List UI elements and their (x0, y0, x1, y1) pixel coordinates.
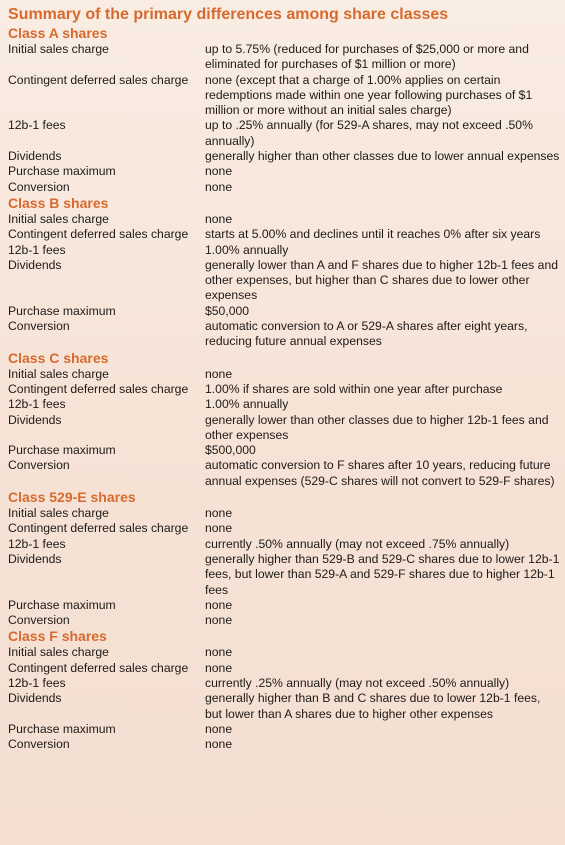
attribute-label: Initial sales charge (8, 645, 109, 660)
attribute-value: 1.00% if shares are sold within one year after purchase (205, 381, 503, 396)
attribute-row (8, 319, 565, 350)
attribute-label: Dividends (8, 412, 62, 427)
attribute-label: Conversion (8, 613, 70, 628)
share-class-heading: Class C shares (8, 349, 109, 366)
attribute-label: 12b-1 fees (8, 242, 66, 257)
attribute-value: none (205, 506, 233, 521)
attribute-value: currently .25% annually (may not exceed .50% annually) (205, 675, 510, 690)
share-class-section (8, 350, 565, 489)
attribute-label: Purchase maximum (8, 443, 116, 458)
attribute-label: Conversion (8, 319, 70, 334)
attribute-value: none (205, 521, 233, 536)
attribute-value: automatic conversion to F shares after 10 years, reducing future annual expenses (529-C shares will not convert to 529-F shares) (205, 458, 555, 488)
attribute-label: 12b-1 fees (8, 675, 66, 690)
attribute-value: none (205, 613, 233, 628)
attribute-label: Purchase maximum (8, 303, 116, 318)
attribute-label: Dividends (8, 551, 62, 566)
attribute-value: currently .50% annually (may not exceed .75% annually) (205, 536, 510, 551)
attribute-row (8, 661, 565, 676)
attribute-label: Contingent deferred sales charge (8, 521, 189, 536)
attribute-row (8, 676, 565, 691)
attribute-label: Contingent deferred sales charge (8, 72, 189, 87)
attribute-row (8, 722, 565, 737)
attribute-row (8, 164, 565, 179)
attribute-row (8, 443, 565, 458)
attribute-row (8, 613, 565, 628)
attribute-value: up to 5.75% (reduced for purchases of $25,000 or more and eliminated for purchases of $1 million or more) (205, 42, 529, 72)
attribute-value: none (205, 645, 233, 660)
attribute-value: none (205, 164, 233, 179)
attribute-label: 12b-1 fees (8, 536, 66, 551)
attribute-label: Conversion (8, 458, 70, 473)
attribute-label: Purchase maximum (8, 164, 116, 179)
attribute-row (8, 367, 565, 382)
attribute-row (8, 212, 565, 227)
attribute-value: none (except that a charge of 1.00% applies on certain redemptions made within one year following purchases of $1 million or more without an initial sales charge) (205, 72, 533, 118)
attribute-label: Purchase maximum (8, 721, 116, 736)
attribute-row (8, 382, 565, 397)
attribute-label: Contingent deferred sales charge (8, 660, 189, 675)
attribute-row (8, 42, 565, 73)
attribute-label: 12b-1 fees (8, 397, 66, 412)
attribute-value: generally lower than other classes due to higher 12b-1 fees and other expenses (205, 412, 549, 442)
attribute-row (8, 537, 565, 552)
attribute-label: 12b-1 fees (8, 118, 66, 133)
attribute-row (8, 397, 565, 412)
attribute-value: none (205, 660, 233, 675)
attribute-value: 1.00% annually (205, 397, 289, 412)
attribute-value: up to .25% annually (for 529-A shares, may not exceed .50% annually) (205, 118, 533, 148)
attribute-row (8, 737, 565, 752)
share-class-heading: Class A shares (8, 25, 108, 41)
attribute-label: Initial sales charge (8, 42, 109, 56)
attribute-label: Conversion (8, 179, 70, 194)
attribute-row (8, 258, 565, 304)
attribute-label: Dividends (8, 149, 62, 164)
attribute-label: Contingent deferred sales charge (8, 381, 189, 396)
attribute-label: Dividends (8, 691, 62, 706)
attribute-value: $500,000 (205, 443, 256, 458)
attribute-row (8, 227, 565, 242)
attribute-row (8, 304, 565, 319)
attribute-row (8, 118, 565, 149)
summary-title: Summary of the primary differences among share classes (8, 6, 449, 23)
attribute-row (8, 458, 565, 489)
attribute-row (8, 598, 565, 613)
share-class-section (8, 489, 565, 628)
attribute-value: $50,000 (205, 303, 250, 318)
attribute-row (8, 645, 565, 660)
attribute-label: Dividends (8, 257, 62, 272)
share-class-section (8, 628, 565, 752)
attribute-row (8, 521, 565, 536)
share-class-heading: Class B shares (8, 194, 109, 211)
attribute-value: starts at 5.00% and declines until it reaches 0% after six years (205, 227, 541, 242)
attribute-value: none (205, 179, 233, 194)
attribute-row (8, 506, 565, 521)
share-class-section (8, 25, 565, 195)
attribute-value: automatic conversion to A or 529-A shares after eight years, reducing future annual expenses (205, 319, 528, 349)
attribute-row (8, 243, 565, 258)
attribute-label: Contingent deferred sales charge (8, 227, 189, 242)
attribute-row (8, 149, 565, 164)
attribute-label: Initial sales charge (8, 211, 109, 226)
attribute-label: Initial sales charge (8, 506, 109, 521)
attribute-value: none (205, 737, 233, 752)
attribute-value: none (205, 211, 233, 226)
attribute-value: generally higher than B and C shares due to lower 12b-1 fees, but lower than A shares due to higher other expenses (205, 691, 541, 721)
attribute-row (8, 552, 565, 598)
attribute-value: generally higher than 529-B and 529-C shares due to lower 12b-1 fees, but lower than 529-A and 529-F shares due to higher 12b-1 fees (205, 551, 560, 597)
attribute-row (8, 180, 565, 195)
attribute-value: generally higher than other classes due to lower annual expenses (205, 149, 560, 164)
attribute-label: Purchase maximum (8, 597, 116, 612)
share-class-section (8, 195, 565, 350)
attribute-row (8, 73, 565, 119)
attribute-value: none (205, 366, 233, 381)
attribute-label: Initial sales charge (8, 366, 109, 381)
share-classes-list (8, 25, 565, 752)
attribute-value: 1.00% annually (205, 242, 289, 257)
attribute-row (8, 413, 565, 444)
share-class-heading: Class F shares (8, 628, 107, 645)
attribute-label: Conversion (8, 737, 70, 752)
share-class-heading: Class 529-E shares (8, 489, 136, 506)
attribute-value: none (205, 597, 233, 612)
attribute-value: none (205, 721, 233, 736)
attribute-row (8, 691, 565, 722)
attribute-value: generally lower than A and F shares due to higher 12b-1 fees and other expenses, but higher than C shares due to lower other expenses (205, 257, 558, 303)
